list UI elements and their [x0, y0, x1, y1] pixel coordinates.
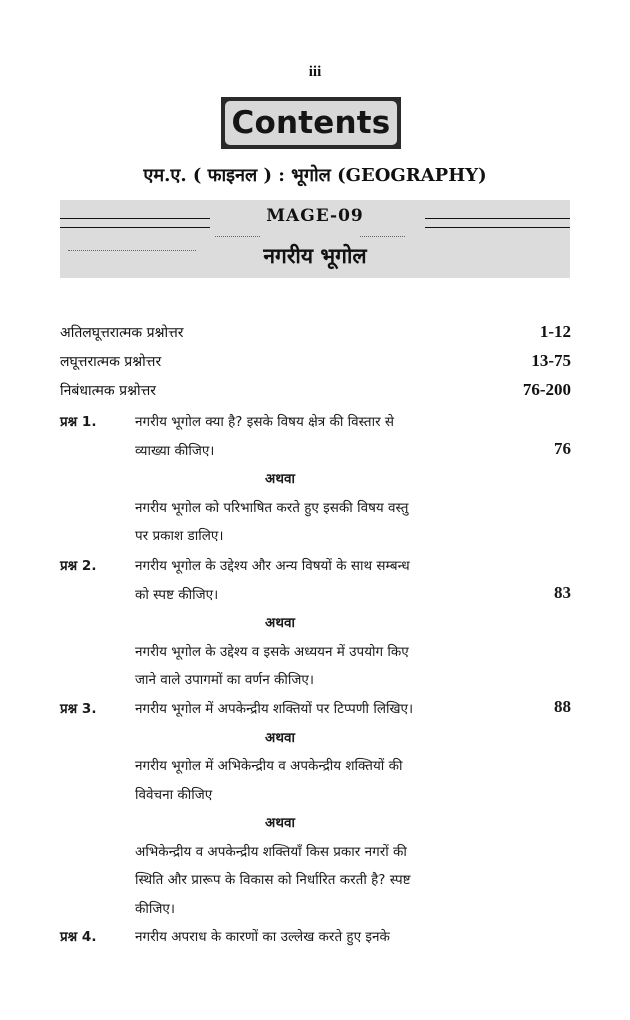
or-label: अथवा: [265, 729, 295, 746]
question-text: व्याख्या कीजिए।: [135, 442, 215, 459]
question-text: नगरीय भूगोल में अपकेन्द्रीय शक्तियों पर टिप्पणी लिखिए।: [135, 701, 414, 717]
question-list: [60, 412, 571, 956]
alt-question-text: पर प्रकाश डालिए।: [135, 528, 224, 544]
question-2-alt: [60, 642, 571, 671]
question-3-alt-1: [60, 756, 571, 785]
alt-question-text: अभिकेन्द्रीय व अपकेन्द्रीय शक्तियाँ किस प्रकार नगरों की: [135, 843, 407, 860]
alt-question-text: नगरीय भूगोल को परिभाषित करते हुए इसकी विषय वस्तु: [135, 499, 409, 516]
section-label: निबंधात्मक प्रश्नोत्तर: [60, 383, 157, 399]
or-label: अथवा: [265, 815, 295, 831]
question-text: नगरीय अपराध के कारणों का उल्लेख करते हुए इनके: [135, 929, 390, 945]
question-label: प्रश्न 2.: [60, 558, 97, 574]
or-divider: [60, 813, 571, 842]
or-divider: [60, 469, 571, 498]
alt-question-text: स्थिति और प्रारूप के विकास को निर्धारित करती है? स्पष्ट: [135, 872, 411, 888]
question-3-alt-2-cont: [60, 870, 571, 899]
section-pages: 13-75: [531, 351, 571, 370]
course-subtitle: एम.ए. ( फाइनल ) : भूगोल (GEOGRAPHY): [143, 165, 487, 186]
question-1-cont: [60, 438, 571, 470]
paper-code: MAGE-09: [266, 206, 364, 226]
question-3: [60, 699, 571, 728]
alt-question-text: नगरीय भूगोल के उद्देश्य व इसके अध्ययन में उपयोग किए: [135, 643, 409, 660]
question-page: 76: [554, 438, 571, 458]
question-1: [60, 412, 571, 441]
section-label: लघूत्तरात्मक प्रश्नोत्तर: [60, 354, 162, 370]
question-2-cont: [60, 582, 571, 614]
section-pages: 76-200: [522, 380, 571, 399]
banner-dots: [215, 236, 260, 237]
question-1-alt-cont: [60, 526, 571, 556]
or-label: अथवा: [265, 471, 295, 487]
paper-banner: [60, 200, 570, 278]
question-page: 83: [554, 582, 571, 602]
question-label: प्रश्न 4.: [60, 929, 97, 945]
banner-dots: [360, 236, 405, 237]
or-divider: [60, 613, 571, 642]
question-text: को स्पष्ट कीजिए।: [135, 586, 219, 603]
page-number: iii: [308, 64, 322, 80]
section-row: [60, 351, 571, 380]
question-text: नगरीय भूगोल क्या है? इसके विषय क्षेत्र की विस्तार से: [135, 414, 395, 430]
question-2: [60, 556, 571, 585]
question-label: प्रश्न 3.: [60, 701, 97, 717]
contents-heading-box: [221, 97, 401, 149]
alt-question-text: कीजिए।: [135, 900, 175, 917]
banner-rule-right-bottom: [425, 227, 570, 228]
section-row: [60, 380, 571, 409]
question-label: प्रश्न 1.: [60, 414, 97, 430]
question-4: [60, 927, 571, 956]
question-2-alt-cont: [60, 670, 571, 699]
section-row: [60, 322, 571, 351]
banner-rule-left-bottom: [60, 227, 210, 228]
section-list: [60, 322, 571, 409]
question-3-alt-2-cont: [60, 899, 571, 928]
contents-heading: Contents: [225, 101, 397, 145]
question-1-alt: [60, 498, 571, 527]
alt-question-text: जाने वाले उपागमों का वर्णन कीजिए।: [135, 672, 314, 688]
question-3-alt-1-cont: [60, 785, 571, 814]
section-label: अतिलघूत्तरात्मक प्रश्नोत्तर: [60, 325, 184, 341]
alt-question-text: विवेचना कीजिए: [135, 786, 213, 803]
or-label: अथवा: [265, 615, 295, 631]
section-pages: 1-12: [539, 322, 571, 341]
question-page: 88: [554, 697, 571, 716]
question-3-alt-2: [60, 842, 571, 871]
alt-question-text: नगरीय भूगोल में अभिकेन्द्रीय व अपकेन्द्रीय शक्तियों की: [135, 758, 403, 774]
question-text: नगरीय भूगोल के उद्देश्य और अन्य विषयों के साथ सम्बन्ध: [135, 558, 410, 574]
paper-title: नगरीय भूगोल: [263, 244, 367, 268]
or-divider: [60, 728, 571, 757]
